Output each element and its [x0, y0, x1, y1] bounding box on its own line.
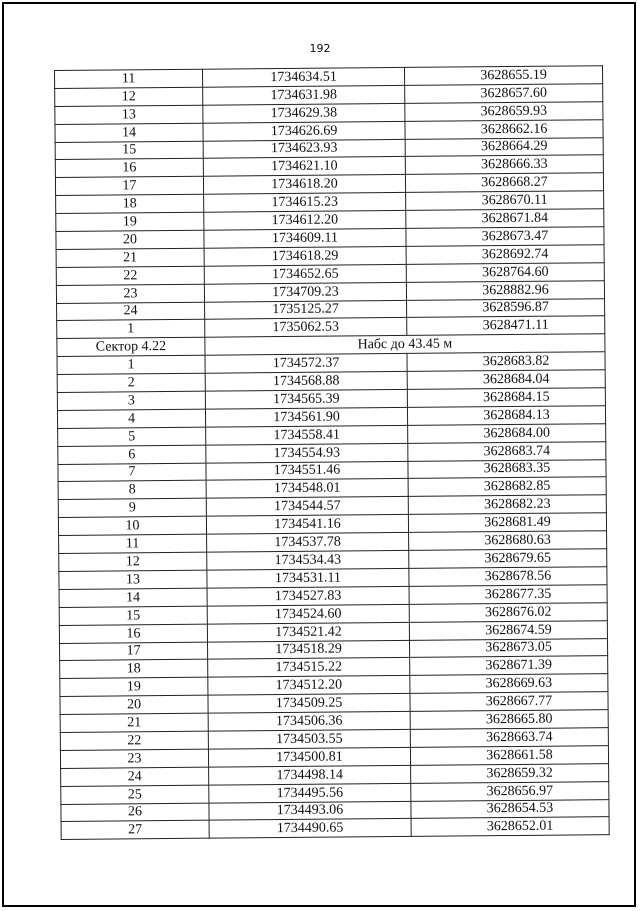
x-coordinate: 1734527.83 [207, 586, 409, 606]
y-coordinate: 3628681.49 [408, 513, 606, 533]
x-coordinate: 1734626.69 [203, 121, 405, 141]
y-coordinate: 3628671.39 [410, 656, 608, 676]
y-coordinate: 3628684.00 [408, 424, 606, 444]
y-coordinate: 3628661.58 [410, 746, 608, 766]
x-coordinate: 1734561.90 [205, 407, 407, 427]
y-coordinate: 3628669.63 [410, 674, 608, 694]
x-coordinate: 1734554.93 [206, 443, 408, 463]
x-coordinate: 1734709.23 [204, 282, 406, 302]
coordinates-table [54, 65, 610, 840]
x-coordinate: 1734493.06 [209, 801, 411, 821]
point-number: 14 [59, 588, 207, 607]
x-coordinate: 1734631.98 [203, 85, 405, 105]
point-number: 8 [58, 481, 206, 500]
x-coordinate: 1734572.37 [205, 354, 407, 374]
y-coordinate: 3628682.23 [408, 495, 606, 515]
x-coordinate: 1734652.65 [204, 264, 406, 284]
point-number: 15 [55, 141, 203, 160]
y-coordinate: 3628684.15 [407, 388, 605, 408]
y-coordinate: 3628668.27 [405, 173, 603, 193]
y-coordinate: 3628662.16 [405, 119, 603, 139]
y-coordinate: 3628471.11 [407, 316, 605, 336]
y-coordinate: 3628671.84 [406, 209, 604, 229]
x-coordinate: 1734548.01 [206, 479, 408, 499]
point-number: 23 [60, 749, 208, 768]
x-coordinate: 1734500.81 [208, 747, 410, 767]
y-coordinate: 3628683.35 [408, 459, 606, 479]
y-coordinate: 3628665.80 [410, 710, 608, 730]
point-number: 27 [61, 821, 209, 840]
point-number: 21 [60, 713, 208, 732]
x-coordinate: 1734515.22 [208, 658, 410, 678]
x-coordinate: 1734618.29 [204, 246, 406, 266]
x-coordinate: 1734498.14 [209, 765, 411, 785]
table-section-b [57, 352, 609, 840]
point-number: 16 [59, 624, 207, 643]
y-coordinate: 3628659.93 [405, 101, 603, 121]
point-number: 13 [59, 570, 207, 589]
point-number: 18 [60, 660, 208, 679]
x-coordinate: 1734618.20 [203, 175, 405, 195]
x-coordinate: 1734503.55 [208, 729, 410, 749]
sector-height: Набс до 43.45 м [205, 334, 605, 355]
point-number: 7 [58, 463, 206, 482]
table-section-a [55, 66, 605, 339]
x-coordinate: 1734512.20 [208, 676, 410, 696]
x-coordinate: 1734565.39 [205, 389, 407, 409]
y-coordinate: 3628670.11 [406, 191, 604, 211]
page-number: 192 [309, 42, 331, 55]
point-number: 21 [56, 248, 204, 267]
point-number: 13 [55, 105, 203, 124]
point-number: 6 [58, 445, 206, 464]
y-coordinate: 3628684.13 [407, 406, 605, 426]
x-coordinate: 1734558.41 [206, 425, 408, 445]
x-coordinate: 1734551.46 [206, 461, 408, 481]
x-coordinate: 1734623.93 [203, 139, 405, 159]
point-number: 20 [60, 695, 208, 714]
y-coordinate: 3628684.04 [407, 370, 605, 390]
point-number: 14 [55, 123, 203, 142]
point-number: 22 [60, 731, 208, 750]
x-coordinate: 1734544.57 [206, 497, 408, 517]
y-coordinate: 3628667.77 [410, 692, 608, 712]
x-coordinate: 1734629.38 [203, 103, 405, 123]
point-number: 12 [55, 87, 203, 106]
y-coordinate: 3628655.19 [404, 66, 602, 86]
sector-name: Сектор 4.22 [57, 338, 205, 357]
y-coordinate: 3628666.33 [405, 155, 603, 175]
point-number: 25 [61, 785, 209, 804]
point-number: 9 [58, 499, 206, 518]
y-coordinate: 3628663.74 [410, 728, 608, 748]
point-number: 5 [58, 427, 206, 446]
point-number: 18 [56, 194, 204, 213]
point-number: 15 [59, 606, 207, 625]
y-coordinate: 3628692.74 [406, 245, 604, 265]
point-number: 3 [57, 391, 205, 410]
x-coordinate: 1734621.10 [203, 157, 405, 177]
point-number: 16 [55, 159, 203, 178]
y-coordinate: 3628682.85 [408, 477, 606, 497]
point-number: 1 [57, 320, 205, 339]
y-coordinate: 3628664.29 [405, 137, 603, 157]
point-number: 2 [57, 373, 205, 392]
x-coordinate: 1735125.27 [205, 300, 407, 320]
point-number: 26 [61, 803, 209, 822]
x-coordinate: 1734612.20 [204, 211, 406, 231]
y-coordinate: 3628683.82 [407, 352, 605, 372]
y-coordinate: 3628677.35 [409, 585, 607, 605]
y-coordinate: 3628673.47 [406, 227, 604, 247]
point-number: 12 [59, 552, 207, 571]
y-coordinate: 3628680.63 [409, 531, 607, 551]
y-coordinate: 3628656.97 [411, 781, 609, 801]
x-coordinate: 1734509.25 [208, 694, 410, 714]
y-coordinate: 3628657.60 [405, 84, 603, 104]
point-number: 1 [57, 355, 205, 374]
y-coordinate: 3628654.53 [411, 799, 609, 819]
y-coordinate: 3628676.02 [409, 602, 607, 622]
x-coordinate: 1734495.56 [209, 783, 411, 803]
y-coordinate: 3628678.56 [409, 567, 607, 587]
y-coordinate: 3628679.65 [409, 549, 607, 569]
point-number: 22 [56, 266, 204, 285]
x-coordinate: 1734534.43 [207, 550, 409, 570]
x-coordinate: 1734541.16 [206, 515, 408, 535]
x-coordinate: 1734568.88 [205, 372, 407, 392]
y-coordinate: 3628596.87 [407, 298, 605, 318]
y-coordinate: 3628673.05 [409, 638, 607, 658]
x-coordinate: 1734609.11 [204, 228, 406, 248]
x-coordinate: 1734490.65 [209, 819, 411, 839]
x-coordinate: 1734521.42 [207, 622, 409, 642]
y-coordinate: 3628683.74 [408, 441, 606, 461]
point-number: 10 [58, 516, 206, 535]
point-number: 11 [55, 69, 203, 88]
x-coordinate: 1734615.23 [204, 193, 406, 213]
point-number: 20 [56, 230, 204, 249]
point-number: 24 [61, 767, 209, 786]
x-coordinate: 1734518.29 [207, 640, 409, 660]
y-coordinate: 3628674.59 [409, 620, 607, 640]
point-number: 19 [56, 212, 204, 231]
x-coordinate: 1734506.36 [208, 711, 410, 731]
x-coordinate: 1734537.78 [207, 533, 409, 553]
point-number: 19 [60, 677, 208, 696]
x-coordinate: 1735062.53 [205, 318, 407, 338]
point-number: 17 [60, 642, 208, 661]
x-coordinate: 1734531.11 [207, 568, 409, 588]
y-coordinate: 3628764.60 [406, 263, 604, 283]
y-coordinate: 3628652.01 [411, 817, 609, 837]
point-number: 23 [56, 284, 204, 303]
point-number: 17 [55, 177, 203, 196]
point-number: 11 [59, 534, 207, 553]
x-coordinate: 1734634.51 [202, 67, 404, 87]
point-number: 24 [57, 302, 205, 321]
y-coordinate: 3628882.96 [406, 280, 604, 300]
point-number: 4 [57, 409, 205, 428]
y-coordinate: 3628659.32 [411, 763, 609, 783]
x-coordinate: 1734524.60 [207, 604, 409, 624]
